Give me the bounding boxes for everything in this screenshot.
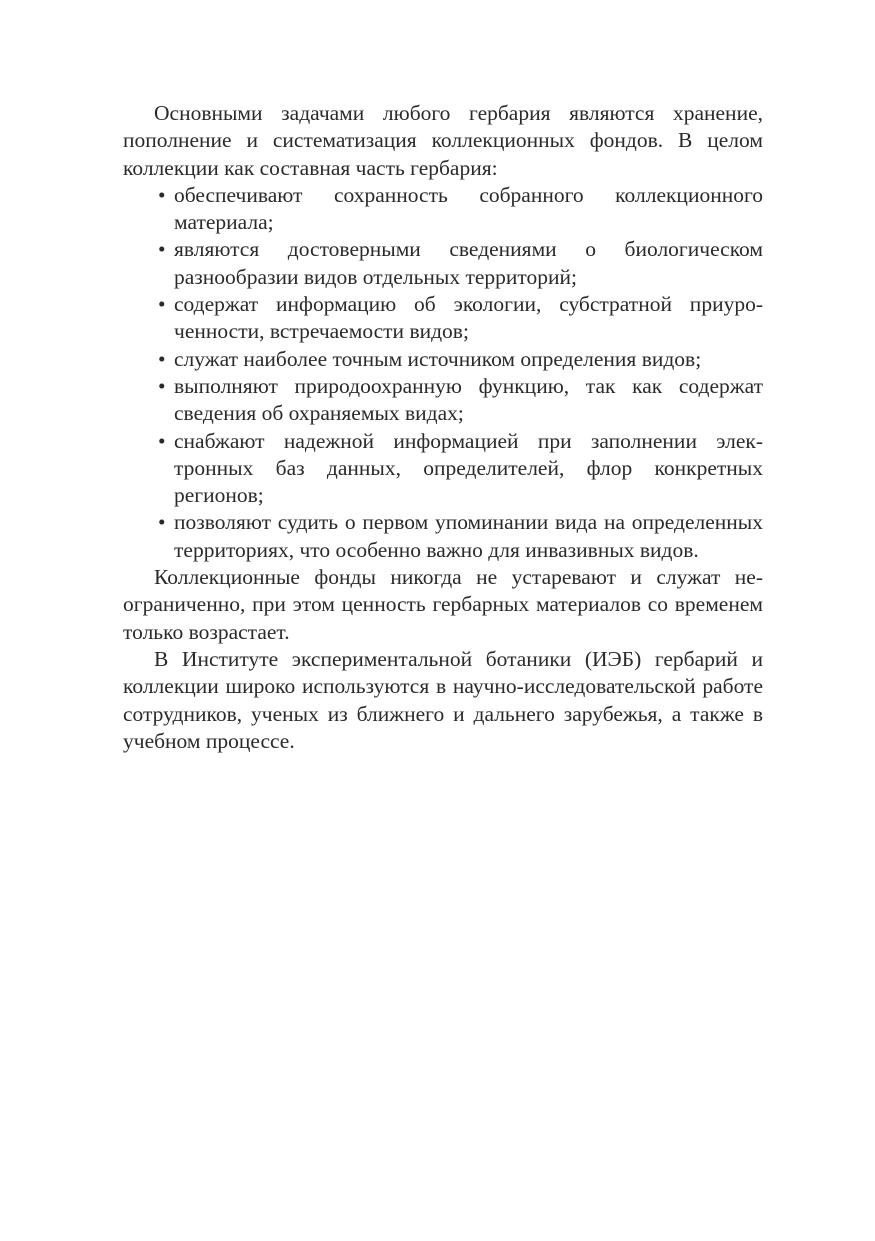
list-item-text: служат наиболее точным источником определения видов; — [174, 346, 702, 371]
list-item-text: снабжают надежной информацией при заполнении электронных баз данных, определителей, флор конкретных регионов; — [174, 428, 763, 508]
list-item — [123, 182, 763, 237]
institute-paragraph: В Институте экспериментальной ботаники (ИЭБ) гербарий и коллекции широко используются в научно-исследовательской работе сотрудников, ученых из ближнего и дальнего зарубежья, а также в учебном процессе. — [123, 646, 763, 753]
page-body — [123, 100, 763, 755]
list-item — [123, 373, 763, 428]
list-item-text: позволяют судить о первом упоминании вида на определенных территориях, что особенно важно для инвазивных видов. — [174, 510, 763, 562]
list-item-text: являются достоверными сведениями о биологическом разнообразии видов отдельных территорий; — [174, 237, 763, 289]
list-item — [123, 509, 763, 564]
bullet-icon: • — [158, 346, 166, 371]
funds-paragraph: Коллекционные фонды никогда не устаревают и служат неограниченно, при этом ценность гербарных материалов со временем только возрастает. — [123, 565, 763, 644]
list-item — [123, 346, 763, 373]
collection-functions-list — [123, 182, 763, 564]
bullet-icon: • — [158, 182, 166, 207]
bullet-icon: • — [158, 237, 166, 262]
bullet-icon: • — [158, 373, 166, 398]
bullet-icon: • — [158, 510, 166, 535]
intro-paragraph: Основными задачами любого гербария являются хранение, пополнение и систематизация коллекционных фондов. В целом коллекции как составная часть гербария: — [123, 101, 763, 180]
list-item-text: содержат информацию об экологии, субстратной приуроченности, встречаемости видов; — [174, 292, 763, 344]
list-item-text: выполняют природоохранную функцию, так как содержат сведения об охраняемых видах; — [174, 373, 763, 426]
list-item — [123, 291, 763, 346]
bullet-icon: • — [158, 428, 166, 453]
list-item — [123, 236, 763, 291]
bullet-icon: • — [158, 292, 166, 317]
list-item-text: обеспечивают сохранность собранного коллекционного материала; — [174, 182, 763, 235]
list-item — [123, 428, 763, 510]
